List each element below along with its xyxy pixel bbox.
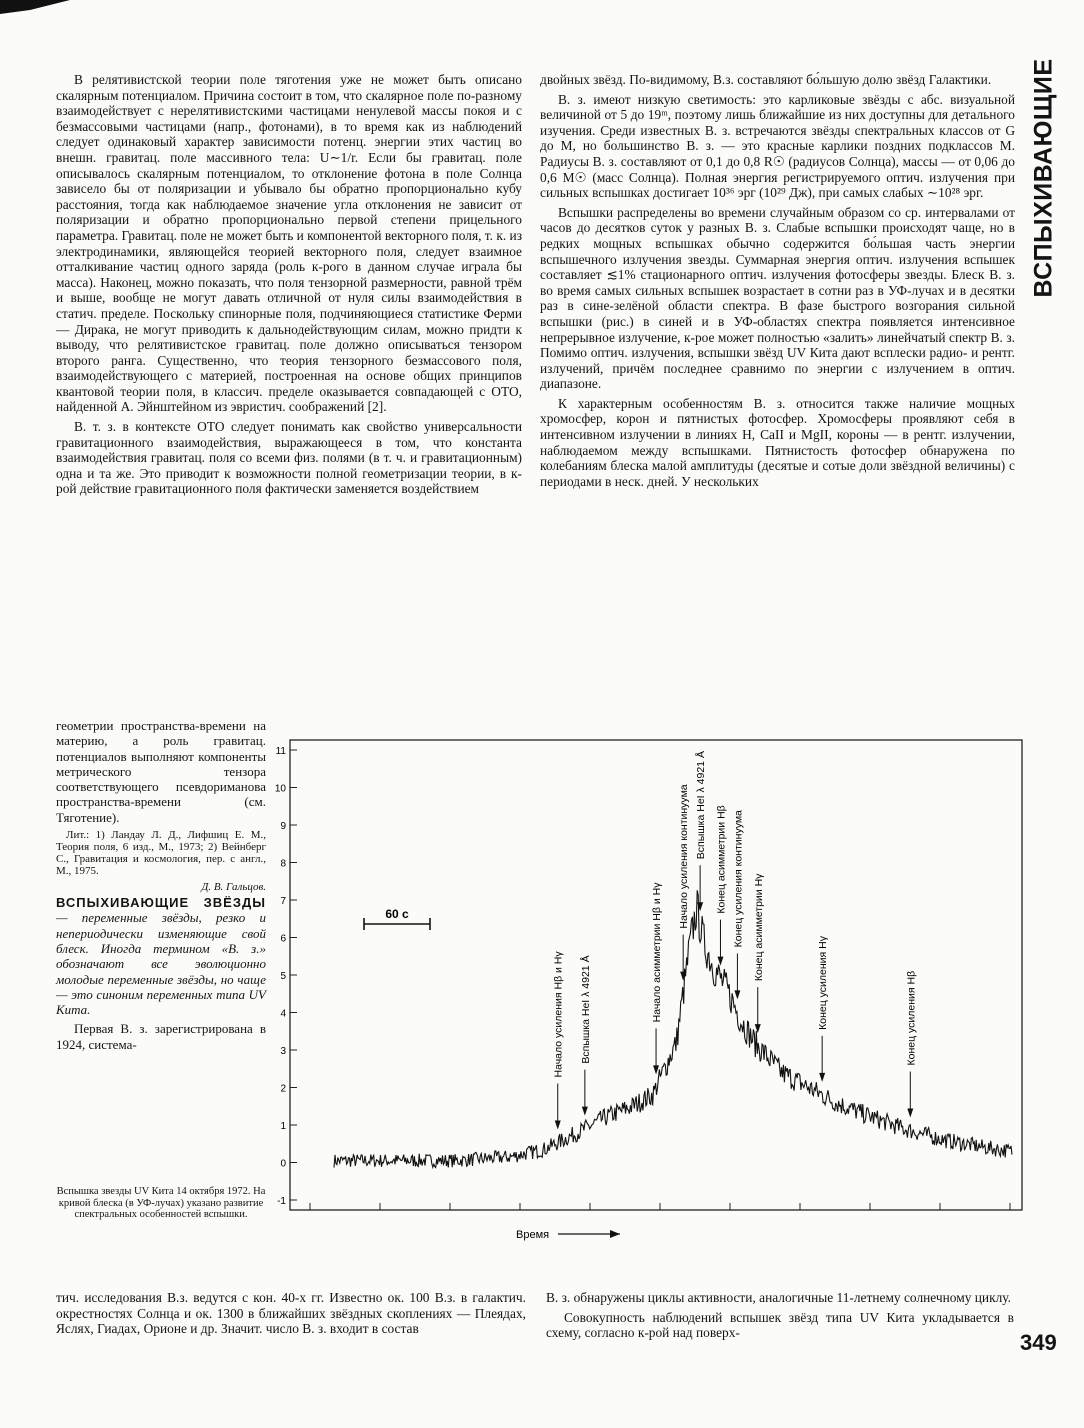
- page-number: 349: [1020, 1330, 1057, 1355]
- left-column-bottom: [56, 1290, 526, 1341]
- paragraph: К характерным особенностям В. з. относится также наличие мощных хромосфер, корон и пятнистых фотосфер. Хромосферы проявляют себя в интенсивном излучении в линиях H, CaII и MgII, короны — в рентг. излучении, наблюдаемом между вспышками. Пятнистость фотосфер обнаружена по колебаниям блеска малой амплитуды (десятые и сотые доли звёздной величины) с периодами в неск. дней. У нескольких: [540, 395, 1015, 489]
- y-tick-label: 6: [280, 933, 286, 945]
- y-tick-label: 4: [280, 1008, 286, 1020]
- annotation: [905, 971, 917, 1118]
- scale-bar: [364, 907, 430, 930]
- annotation-label: Начало усиления континуума: [678, 784, 691, 929]
- annotation-label: Конец асимметрии Hγ: [752, 873, 765, 982]
- y-tick-label: 1: [280, 1121, 286, 1132]
- annotation-label: Вспышка HeI λ 4921 Å: [695, 751, 708, 860]
- annotation-label: Конец усиления Hγ: [817, 936, 830, 1030]
- y-axis: [275, 746, 297, 1207]
- paragraph: Первая В. з. зарегистрирована в 1924, система-: [56, 1021, 266, 1052]
- annotation-label: Начало усиления Hβ и Hγ: [552, 951, 565, 1078]
- x-axis-label-group: [516, 1229, 620, 1241]
- annotation-arrowhead: [717, 957, 723, 966]
- annotation-label: Конец усиления Hβ: [905, 970, 918, 1066]
- y-tick-label: 2: [280, 1083, 286, 1095]
- annotation-arrowhead: [653, 1065, 659, 1074]
- annotation-arrowhead: [755, 1024, 761, 1033]
- right-column-top: [540, 72, 1015, 493]
- article-entry: [56, 895, 266, 1017]
- annotation-arrowhead: [555, 1121, 561, 1130]
- paragraph: двойных звёзд. По-видимому, В.з. составляют бо́льшую долю звёзд Галактики.: [540, 72, 992, 87]
- annotation-label: Конец асимметрии Hβ: [715, 805, 728, 914]
- annotation: [732, 810, 744, 999]
- y-tick-label: 9: [280, 821, 286, 832]
- paragraph: В. т. з. в контексте ОТО следует понимать как свойство универсальности гравитационного взаимодействия, выражающееся в том, что константа взаимодействия гравитац. поля со всеми физ. полями (в т. ч. и гравитационным) одна и та же. Это приводит к возможности полной геометризации теории, в к-рой действие гравитационного поля фактически заменяется воздействием: [56, 419, 522, 497]
- annotation: [694, 751, 707, 911]
- y-tick-label: 11: [275, 746, 286, 757]
- annotation: [553, 951, 565, 1130]
- annotations: [553, 751, 918, 1129]
- running-head: ВСПЫХИВАЮЩИЕ: [1029, 58, 1058, 298]
- x-axis-label: Время: [516, 1229, 550, 1241]
- paragraph: В. з. обнаружены циклы активности, аналогичные 11-летнему солнечному циклу.: [546, 1290, 1011, 1305]
- annotation: [753, 873, 765, 1033]
- annotation: [715, 805, 727, 965]
- paragraph: тич. исследования В.з. ведутся с кон. 40-х гг. Известно ок. 100 В.з. в галактич. окрестностях Солнца и ок. 1300 в ближайших звёздных скоплениях — Плеядах, Яслях, Гиадах, Орионе и др. Значит. число В. з. входит в состав: [56, 1290, 526, 1337]
- flare-light-curve-chart: [272, 730, 1038, 1250]
- annotation-arrowhead: [907, 1109, 913, 1118]
- annotation-arrowhead: [734, 990, 740, 999]
- paragraph-continuation: геометрии пространства-времени на материю, а роль гравитац. потенциалов выполняют компоненты метрического тензора соответствующего псевдориманова пространства-времени (см. Тяготение).: [56, 718, 266, 825]
- left-column-top: [56, 72, 522, 501]
- y-tick-label: 7: [280, 896, 286, 907]
- figure-caption: Вспышка звезды UV Кита 14 октября 1972. На кривой блеска (в УФ-лучах) указано развитие спектральных особенностей вспышки.: [56, 1186, 266, 1221]
- paragraph: Вспышки распределены во времени случайным образом со ср. интервалами от часов до десятков суток у разных В. з. Слабые вспышки происходят чаще, но в редких мощных вспышках обычно содержится бо́льшая часть энергии вспышечного излучения звезды. Суммарная энергия оптич. излучения вспышек составляет ≲1% стационарного оптич. излучения фотосферы звезды. Блеск В. з. во время самых сильных вспышек возрастает в сотни раз в УФ-лучах и в десятки раз в сине-зелёной области спектра. В фазе быстрого возгорания сильной вспышки (рис.) в синей и в УФ-областях спектра появляется интенсивное непрерывное излучение, к-рое может полностью «залить» линейчатый спектр В. з. Помимо оптич. излучения, вспышки звёзд UV Кита дают всплески радио- и рентг. излучений, причём последнее сравнимо по энергии с излучением в оптич. диапазоне.: [540, 204, 1015, 392]
- paragraph: В. з. имеют низкую светимость: это карликовые звёзды с абс. визуальной величиной от 5 до 19ᵐ, поэтому лишь ближайшие из них доступны для детального изучения. Среди известных В. з. встречаются звёзды спектральных классов от G до M, но большинство В. з. — это красные карлики поздних подклассов M. Радиусы В. з. составляют от 0,1 до 0,8 R☉ (радиусов Солнца), массы — от 0,06 до 0,6 M☉ (масс Солнца). Полная энергия регистрируемого оптич. излучения при сильных вспышках достигает 10³⁶ эрг (10²⁹ Дж), при самых слабых ∼10²⁸ эрг.: [540, 91, 1015, 201]
- article-term: ВСПЫХИВАЮЩИЕ ЗВЁЗДЫ: [56, 895, 266, 911]
- annotation-label: Начало асимметрии Hβ и Hγ: [651, 882, 664, 1023]
- author: Д. В. Гальцов.: [201, 881, 266, 894]
- y-tick-label: 5: [280, 971, 286, 982]
- article-definition: — переменные звёзды, резко и непериодически изменяющие свой блеск. Иногда термином «В. з.» обозначают все эволюционно молодые переменные звёзды, но чаще — это синоним переменных типа UV Кита.: [56, 910, 266, 1018]
- page-corner-shadow: [0, 0, 70, 14]
- left-narrow-column: [56, 718, 266, 1056]
- annotation-label: Вспышка HeI λ 4921 Å: [579, 955, 592, 1064]
- annotation: [579, 955, 592, 1115]
- annotation-label: Конец усиления континуума: [732, 810, 745, 948]
- y-tick-label: 8: [280, 858, 286, 870]
- annotation-arrowhead: [819, 1073, 825, 1082]
- scale-bar-label: 60 с: [385, 907, 409, 921]
- y-tick-label: 10: [274, 783, 286, 795]
- right-column-bottom: [546, 1290, 1014, 1345]
- y-tick-label: -1: [277, 1196, 286, 1207]
- x-axis: [310, 1203, 1010, 1210]
- paragraph: Совокупность наблюдений вспышек звёзд типа UV Кита укладывается в схему, согласно к-рой над поверх-: [546, 1309, 1014, 1341]
- y-tick-label: 0: [280, 1158, 286, 1170]
- annotation: [651, 882, 663, 1075]
- annotation-arrowhead: [582, 1107, 588, 1116]
- literature: Лит.: 1) Ландау Л. Д., Лифшиц Е. М., Теория поля, 6 изд., М., 1973; 2) Вейнберг С., Гравитация и космология, пер. с англ., М., 1975.: [56, 829, 266, 878]
- paragraph: В релятивистской теории поле тяготения уже не может быть описано скалярным потенциалом. Причина состоит в том, что скалярное поле по-разному взаимодействует с нерелятивистскими частицами ненулевой массы покоя и с безмассовыми частицами (напр., фотонами), в то время как из наблюдений следует одинаковый характер зависимости потенц. энергии этих частиц во внешн. гравитац. поле массивного тела: U∼1/r. Если бы гравитац. поле описывалось скалярным потенциалом, то отклонение фотона в поле Солнца зависело бы от поляризации и убывало бы обратно пропорционально кубу расстояния, тогда как наблюдаемое значение угла отклонения не зависит от поляризации и обратно пропорционально первой степени прицельного параметра. Гравитац. поле не может быть и компонентой векторного поля, т. к. из электродинамики, являющейся теорией векторного поля, следует взаимное отталкивание частиц одного заряда (роль к-рого в данном случае играла бы масса). Наконец, можно показать, что поля тензорной размерности, равной трём и выше, вообще не могут давать отличной от нуля силы взаимодействия в статич. пределе. Поскольку спинорные поля, подчиняющиеся статистике Ферми — Дирака, не могут приводить к дальнодействующим силам, можно придти к выводу, что релятивистское гравитац. поле должно описываться тензором второго ранга. Существенно, что теория тензорного безмассового поля, взаимодействующего с материей, построенная на основе общих принципов квантовой теории поля, в классич. пределе оказывается совпадающей с ОТО, найденной А. Эйнштейном из эвристич. соображений [2].: [56, 72, 522, 415]
- annotation: [817, 935, 829, 1082]
- y-tick-label: 3: [280, 1046, 286, 1057]
